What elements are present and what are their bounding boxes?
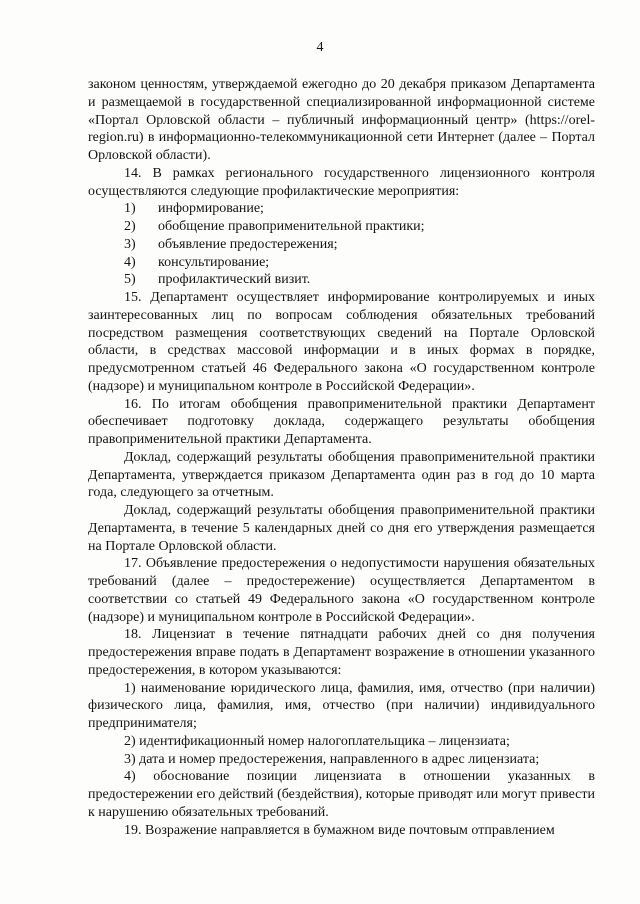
list-item-number: 2) [124, 219, 136, 234]
paragraph-16-report-approval: Доклад, содержащий результаты обобщения правоприменительной практики Департамента, утверждается приказом Департамента один раз в год до 10 марта года, следующего за отчетным. [88, 449, 595, 501]
list-item [88, 218, 595, 236]
list-item-text: профилактический визит. [158, 272, 311, 288]
paragraph-18-item-2: 2) идентификационный номер налогоплательщика – лицензиата; [124, 733, 510, 749]
page-number: 4 [316, 40, 324, 55]
list-item-text: обобщение правоприменительной практики; [158, 219, 425, 234]
paragraph-18: 18. Лицензиат в течение пятнадцати рабочих дней со дня получения предостережения вправе подать в Департамент возражение в отношении указанного предостережения, в котором указываются: [88, 627, 595, 678]
paragraph-16: 16. По итогам обобщения правоприменительной практики Департамент обеспечивает подготовку доклада, содержащего результаты обобщения правоприменительной практики Департамента. [88, 396, 595, 447]
preventive-measures-list [88, 200, 595, 289]
paragraph-18-item-1: 1) наименование юридического лица, фамилия, имя, отчество (при наличии) физического лица, фамилия, имя, отчество (при наличии) индивидуального предпринимателя; [88, 680, 595, 731]
list-item-number: 3) [124, 236, 136, 252]
list-item-number: 4) [124, 254, 136, 270]
document-body [88, 76, 595, 839]
list-item [88, 254, 595, 272]
paragraph-17: 17. Объявление предостережения о недопустимости нарушения обязательных требований (далее – предостережение) осуществляется Департаментом в соответствии со статьей 49 Федерального закона «О государственном контроле (надзоре) и муниципальном контроле в Российской Федерации». [88, 556, 595, 625]
paragraph-16-report-publication: Доклад, содержащий результаты обобщения правоприменительной практики Департамента, в течение 5 календарных дней со дня его утверждения размещается на Портале Орловской области. [88, 503, 595, 554]
paragraph-14: 14. В рамках регионального государственного лицензионного контроля осуществляются следующие профилактические мероприятия: [88, 165, 595, 199]
list-item-text: консультирование; [158, 254, 270, 270]
paragraph-18-item-3: 3) дата и номер предостережения, направленного в адрес лицензиата; [124, 751, 540, 767]
list-item-text: объявление предостережения; [158, 236, 338, 252]
paragraph-19: 19. Возражение направляется в бумажном виде почтовым отправлением [124, 822, 555, 838]
list-item-number: 5) [124, 272, 136, 288]
paragraph-15: 15. Департамент осуществляет информирование контролируемых и иных заинтересованных лиц по вопросам соблюдения обязательных требований посредством размещения соответствующих сведений на Портале Орловской области, в средствах массовой информации и в иных формах в порядке, предусмотренном статьей 46 Федерального закона «О государственном контроле (надзоре) и муниципальном контроле в Российской Федерации». [88, 290, 595, 394]
paragraph-continued: законом ценностям, утверждаемой ежегодно до 20 декабря приказом Департамента и размещаемой в государственной специализированной информационной системе «Портал Орловской области – публичный информационный центр» (https://orel-region.ru) в информационно-телекоммуникационной сети Интернет (далее – Портал Орловской области). [88, 77, 595, 163]
list-item [88, 271, 595, 289]
list-item-number: 1) [124, 201, 136, 217]
list-item-text: информирование; [158, 201, 264, 217]
list-item [88, 200, 595, 218]
list-item [88, 236, 595, 254]
paragraph-18-item-4: 4) обоснование позиции лицензиата в отношении указанных в предостережении его действий (бездействия), которые приводят или могут привести к нарушению обязательных требований. [88, 769, 595, 820]
